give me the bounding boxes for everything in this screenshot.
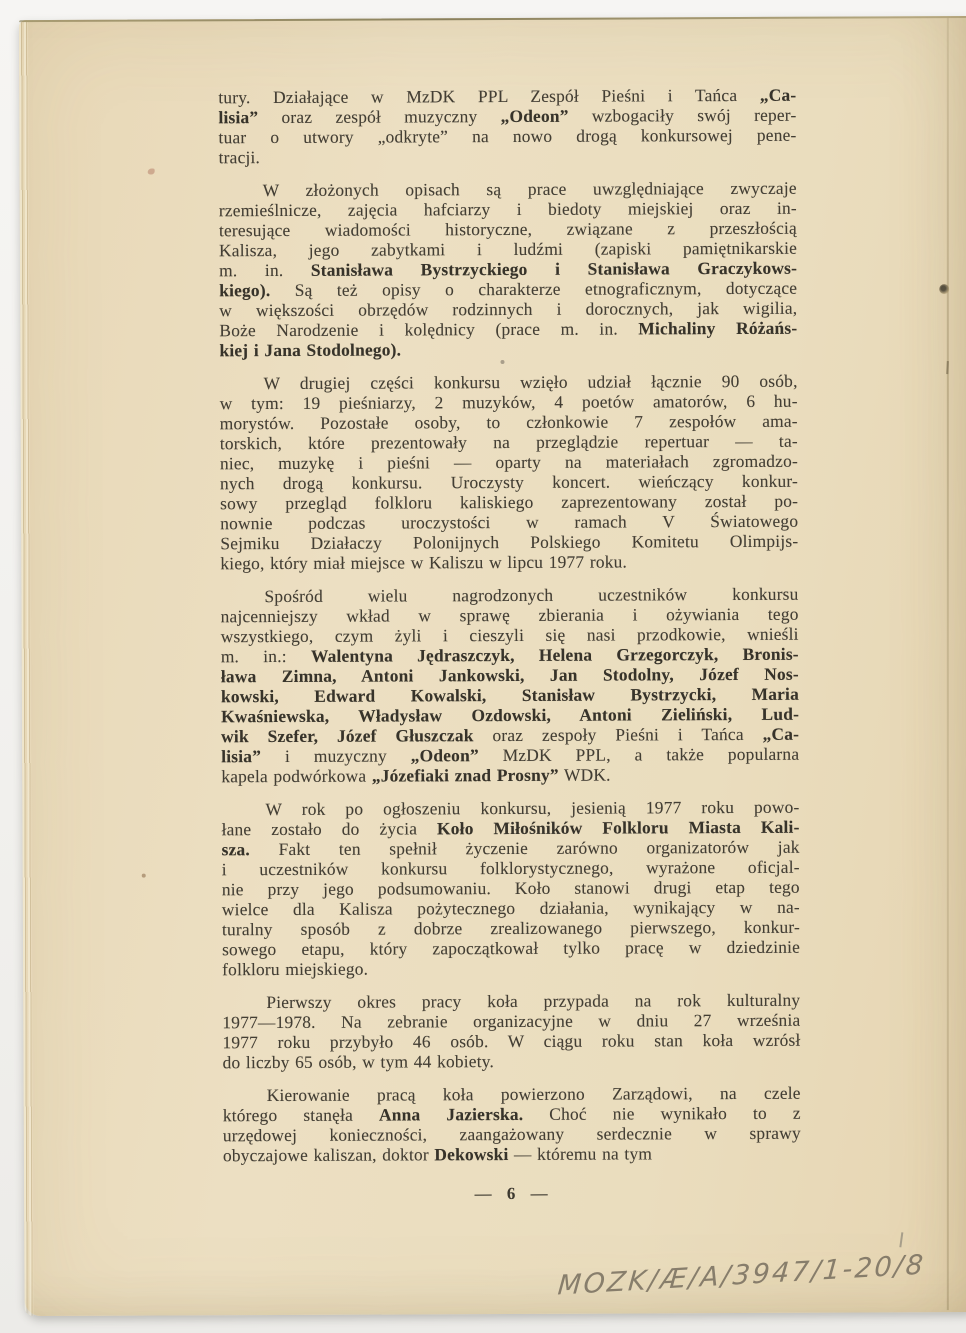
- body-text: torskich, które prezentowały na przeglądzie repertuar — ta-: [219, 430, 798, 454]
- bold-text: lisia”: [221, 746, 262, 767]
- body-text: oraz zespoły Pieśni i Tańca: [473, 723, 763, 746]
- paper-speck: [939, 284, 949, 294]
- bold-text: „Ca-: [762, 723, 800, 744]
- body-text: Pierwszy okres pracy koła przypada na rok kulturalny: [266, 989, 801, 1013]
- paper-page: [19, 16, 966, 1316]
- text-line: [219, 338, 797, 361]
- body-text: Są też opisy o charakterze etnograficznym, dotyczące: [270, 277, 798, 301]
- body-text: którego stanęła: [222, 1104, 380, 1126]
- body-text: Boże Narodzenie i kolędnicy (prace m. in.: [219, 318, 639, 341]
- body-text: W rok po ogłoszeniu konkursu, jesienią 1977 roku powo-: [265, 796, 800, 820]
- body-text: i uczestników konkursu folklorystycznego, wyrażone oficjal-: [221, 856, 800, 880]
- body-text: WDK.: [558, 764, 611, 785]
- text-line: [219, 278, 797, 301]
- body-text: nownie podczas uroczystości w ramach V Światowego: [220, 510, 799, 534]
- body-text: m. in.: [219, 259, 311, 281]
- text-line: [222, 897, 800, 920]
- text-column: [218, 85, 801, 1179]
- text-line: [219, 238, 797, 261]
- paragraph: [219, 178, 798, 361]
- bold-text: wik Szefer, Józef Głuszczak: [221, 725, 474, 747]
- handwritten-inventory-mark: MOZK/Æ/A/3947/1-20/8: [556, 1249, 927, 1302]
- body-text: W złożonych opisach są prace uwzględniające zwyczaje: [262, 177, 797, 201]
- body-text: 1977—1978. Na zebranie organizacyjne w dniu 27 września: [222, 1009, 801, 1033]
- bold-text: Stanisława Bystrzyckiego i Stanisława Graczykows-: [310, 257, 798, 280]
- body-text: Choć nie wynikało to z: [523, 1102, 801, 1124]
- bold-text: kiej i Jana Stodolnego).: [219, 339, 402, 361]
- bold-text: „Odeon”: [410, 745, 479, 766]
- body-text: w większości obrzędów rodzinnych i dorocznych, jak wigilia,: [219, 297, 798, 321]
- text-line: [220, 551, 798, 574]
- bold-text: sza.: [221, 839, 251, 860]
- text-line: [222, 877, 800, 900]
- paragraph: [218, 85, 796, 168]
- text-line: [222, 1010, 800, 1033]
- text-line: [222, 917, 800, 940]
- body-text: teresujące wiadomości historyczne, związane z przeszłością: [218, 217, 797, 241]
- body-text: kapela podwórkowa: [221, 765, 372, 787]
- bold-text: kowski, Edward Kowalski, Stanisław Bystrzycki, Maria: [220, 683, 799, 707]
- body-text: kiego, który miał miejsce w Kaliszu w lipcu 1977 roku.: [220, 551, 628, 574]
- text-line: [218, 105, 796, 128]
- body-text: łane zostało do życia: [221, 818, 438, 840]
- text-line: [223, 1103, 801, 1126]
- text-line: [221, 704, 799, 727]
- body-text: Kierowanie pracą koła powierzono Zarządowi, na czele: [266, 1082, 801, 1106]
- body-text: Kalisza, jego zabytkami i ludźmi (zapiski pamiętnikarskie: [218, 237, 798, 261]
- text-line: [219, 318, 797, 341]
- body-text: oraz zespół muzyczny: [258, 106, 501, 128]
- body-text: najcenniejszy wkład w sprawę zbierania i ożywiania tego: [220, 603, 799, 627]
- body-text: Sejmiku Działaczy Polonijnych Polskiego Komitetu Olimpijs-: [220, 530, 799, 554]
- text-line: [221, 624, 799, 647]
- text-line: [220, 531, 798, 554]
- paragraph: [220, 584, 799, 787]
- body-text: sowego etapu, który zapoczątkował tylko pracę w dziedzinie: [222, 936, 801, 960]
- bold-text: „Józefiaki znad Prosny”: [371, 764, 559, 786]
- text-line: [222, 1030, 800, 1053]
- text-line: [220, 431, 798, 454]
- body-text: wszystkiego, czym żyli i cieszyli się nasi przodkowie, wnieśli: [220, 623, 799, 647]
- body-text: tracji.: [218, 147, 261, 168]
- bold-text: Anna Jazierska.: [378, 1103, 524, 1125]
- body-text: Fakt ten spełnił życzenie zarówno organizatorów jak: [249, 836, 800, 860]
- paragraph: [220, 371, 799, 574]
- bold-text: Dekowski: [434, 1144, 509, 1165]
- text-line: [219, 198, 797, 221]
- body-text: rzemieślnicze, zajęcia hafciarzy i biedoty miejskiej oraz in-: [218, 197, 797, 221]
- text-line: [222, 990, 800, 1013]
- body-text: w tym: 19 pieśniarzy, 2 muzyków, 4 poetów amatorów, 6 hu-: [219, 390, 798, 414]
- body-text: urzędowej konieczności, zaangażowany serdecznie w sprawy: [222, 1122, 801, 1146]
- body-text: wzbogaciły swój reper-: [568, 104, 797, 126]
- body-text: nie przy jego podsumowaniu. Koło stanowi drugi etap tego: [221, 876, 800, 900]
- paper-speck: [148, 169, 155, 175]
- bold-text: „Ca-: [759, 84, 797, 105]
- text-line: [220, 471, 798, 494]
- bold-text: lisia”: [218, 107, 259, 128]
- text-line: [219, 258, 797, 281]
- text-line: [221, 744, 799, 767]
- body-text: nych drogą konkursu. Uroczysty koncert. wieńczący konkur-: [219, 470, 799, 494]
- text-line: [219, 145, 797, 168]
- text-line: [221, 684, 799, 707]
- text-line: [222, 937, 800, 960]
- text-line: [222, 837, 800, 860]
- paper-speck: [142, 874, 146, 878]
- text-line: [220, 411, 798, 434]
- paragraph: [223, 1083, 801, 1166]
- body-text: sowy przegląd folkloru kaliskiego zaprezentowany został po-: [220, 490, 799, 514]
- text-line: [222, 857, 800, 880]
- bold-text: ława Zimna, Antoni Jankowski, Jan Stodolny, Józef Nos-: [220, 663, 799, 687]
- bold-text: Walentyna Jędraszczyk, Helena Grzegorczyk, Bronis-: [310, 643, 799, 666]
- body-text: morystów. Pozostałe osoby, to członkowie 7 zespołów ama-: [219, 410, 798, 434]
- text-line: [221, 664, 799, 687]
- text-line: [220, 491, 798, 514]
- text-line: [220, 584, 798, 607]
- body-text: tuar o utwory „odkryte” na nowo drogą konkursowej pene-: [218, 124, 797, 148]
- text-line: [221, 797, 799, 820]
- body-text: i muzyczny: [261, 745, 411, 767]
- body-text: wielce dla Kalisza pożytecznego działania, wynikający w na-: [221, 896, 800, 920]
- bold-text: Kwaśniewska, Władysław Ozdowski, Antoni Zieliński, Lud-: [221, 703, 800, 727]
- text-line: [221, 764, 799, 787]
- body-text: 1977 roku przybyło 46 osób. W ciągu roku stan koła wzrósł: [222, 1029, 801, 1053]
- body-text: W drugiej części konkursu wzięło udział łącznie 90 osób,: [263, 370, 798, 394]
- body-text: turalny sposób z dobrze zrealizowanego pierwszego, konkur-: [221, 916, 801, 940]
- paragraph: [221, 797, 800, 980]
- text-line: [219, 178, 797, 201]
- bold-text: Michaliny Różańs-: [638, 317, 798, 339]
- text-line: [218, 85, 796, 108]
- text-line: [221, 817, 799, 840]
- text-line: [223, 1050, 801, 1073]
- text-line: [221, 724, 799, 747]
- text-line: [218, 125, 796, 148]
- text-line: [220, 451, 798, 474]
- body-text: — któremu na tym: [508, 1143, 653, 1165]
- page-number: — 6 —: [474, 1183, 550, 1204]
- body-text: niec, muzykę i pieśni — oparty na materiałach zgromadzo-: [219, 450, 798, 474]
- body-text: obyczajowe kaliszan, doktor: [222, 1144, 435, 1166]
- paragraph: [222, 990, 800, 1073]
- body-text: do liczby 65 osób, w tym 44 kobiety.: [222, 1051, 495, 1073]
- text-line: [223, 1123, 801, 1146]
- text-line: [223, 1083, 801, 1106]
- text-line: [223, 1143, 801, 1166]
- body-text: folkloru miejskiego.: [222, 958, 369, 980]
- bold-text: Koło Miłośników Folkloru Miasta Kali-: [436, 816, 800, 839]
- crease-line: [947, 18, 949, 1310]
- body-text: tury. Działające w MzDK PPL Zespół Pieśni i Tańca: [218, 84, 760, 108]
- text-line: [219, 298, 797, 321]
- text-line: [222, 957, 800, 980]
- text-line: [220, 371, 798, 394]
- text-line: [220, 391, 798, 414]
- bold-text: „Odeon”: [500, 105, 569, 127]
- text-line: [220, 511, 798, 534]
- body-text: Spośród wielu nagrodzonych uczestników konkursu: [264, 583, 799, 607]
- text-line: [221, 604, 799, 627]
- text-line: [219, 218, 797, 241]
- pencil-mark: [899, 1232, 903, 1247]
- body-text: MzDK PPL, a także popularna: [478, 743, 800, 766]
- body-text: m. in.:: [220, 645, 311, 667]
- bold-text: kiego).: [219, 280, 271, 301]
- text-line: [221, 644, 799, 667]
